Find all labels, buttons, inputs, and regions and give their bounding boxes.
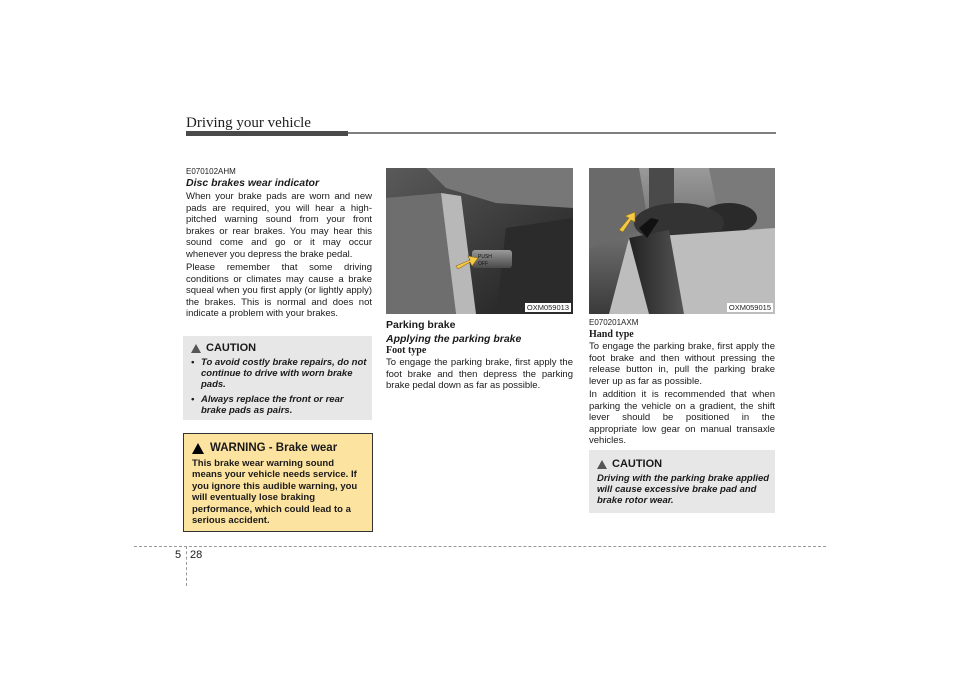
- page-header-title: Driving your vehicle: [186, 115, 311, 131]
- caution-list: [191, 357, 367, 416]
- caution-item: • To avoid costly brake repairs, do not continue to drive with worn brake pads.: [191, 357, 367, 391]
- pedal-label-push: PUSH: [478, 254, 492, 260]
- page-number: 28: [190, 549, 203, 561]
- type-label: Hand type: [589, 329, 634, 340]
- warning-triangle-icon: [597, 460, 607, 469]
- paragraph: When your brake pads are worn and new pads are required, you will hear a high-pitched warning sound from your front brakes or rear brakes. You may hear this sound come and go or it may occur whenever you depress the brake pedal.: [186, 191, 372, 260]
- footer-divider: [186, 546, 187, 586]
- section-heading: Parking brake: [386, 319, 456, 331]
- caution-body: Driving with the parking brake applied will cause excessive brake pad and brake rotor wear.: [597, 473, 770, 507]
- paragraph: To engage the parking brake, first apply the foot brake and then depress the parking brake pedal down as far as possible.: [386, 357, 573, 392]
- section-code: E070201AXM: [589, 318, 639, 327]
- caution-heading: [191, 342, 256, 354]
- warning-body: This brake wear warning sound means your vehicle needs service. If you ignore this audible warning, you will eventually lose braking performance, which could lead to a serious accident.: [192, 458, 358, 527]
- caution-box: [183, 336, 372, 420]
- pedal-label-off: OFF: [478, 261, 488, 267]
- warning-box: [183, 433, 373, 532]
- type-label: Foot type: [386, 345, 427, 356]
- section-code: E070102AHM: [186, 167, 236, 176]
- image-caption: OXM059015: [728, 303, 771, 312]
- warning-heading: [192, 442, 337, 454]
- hand-brake-illustration: [589, 168, 775, 314]
- header-rule-accent: [186, 131, 348, 136]
- paragraph: To engage the parking brake, first apply the foot brake and then without pressing the release button in, pull the parking brake lever up as far as possible.: [589, 341, 775, 387]
- paragraph: Please remember that some driving conditions or climates may cause a brake squeal when you first apply (or lightly apply) the brakes. This is normal and does not indicate a problem with your brakes.: [186, 262, 372, 320]
- caution-item: • Always replace the front or rear brake pads as pairs.: [191, 393, 344, 416]
- caution-box: [589, 450, 775, 513]
- image-caption: OXM059013: [526, 303, 569, 312]
- section-heading: Disc brakes wear indicator: [186, 177, 320, 189]
- foot-parking-brake-photo: [386, 168, 573, 314]
- section-number: 5: [175, 549, 182, 561]
- warning-triangle-icon: [191, 344, 201, 353]
- section-subheading: Applying the parking brake: [386, 333, 522, 345]
- caution-heading: [597, 458, 662, 470]
- footer-rule: [134, 546, 826, 547]
- caution-title: CAUTION: [206, 342, 257, 354]
- warning-title: WARNING - Brake wear: [210, 442, 338, 454]
- hand-parking-brake-photo: [589, 168, 775, 314]
- foot-brake-illustration: [386, 168, 573, 314]
- warning-triangle-icon: [192, 443, 204, 454]
- paragraph: In addition it is recommended that when parking the vehicle on a gradient, the shift lever should be positioned in the appropriate low gear on manual transaxle vehicles.: [589, 389, 775, 447]
- caution-title: CAUTION: [612, 458, 663, 470]
